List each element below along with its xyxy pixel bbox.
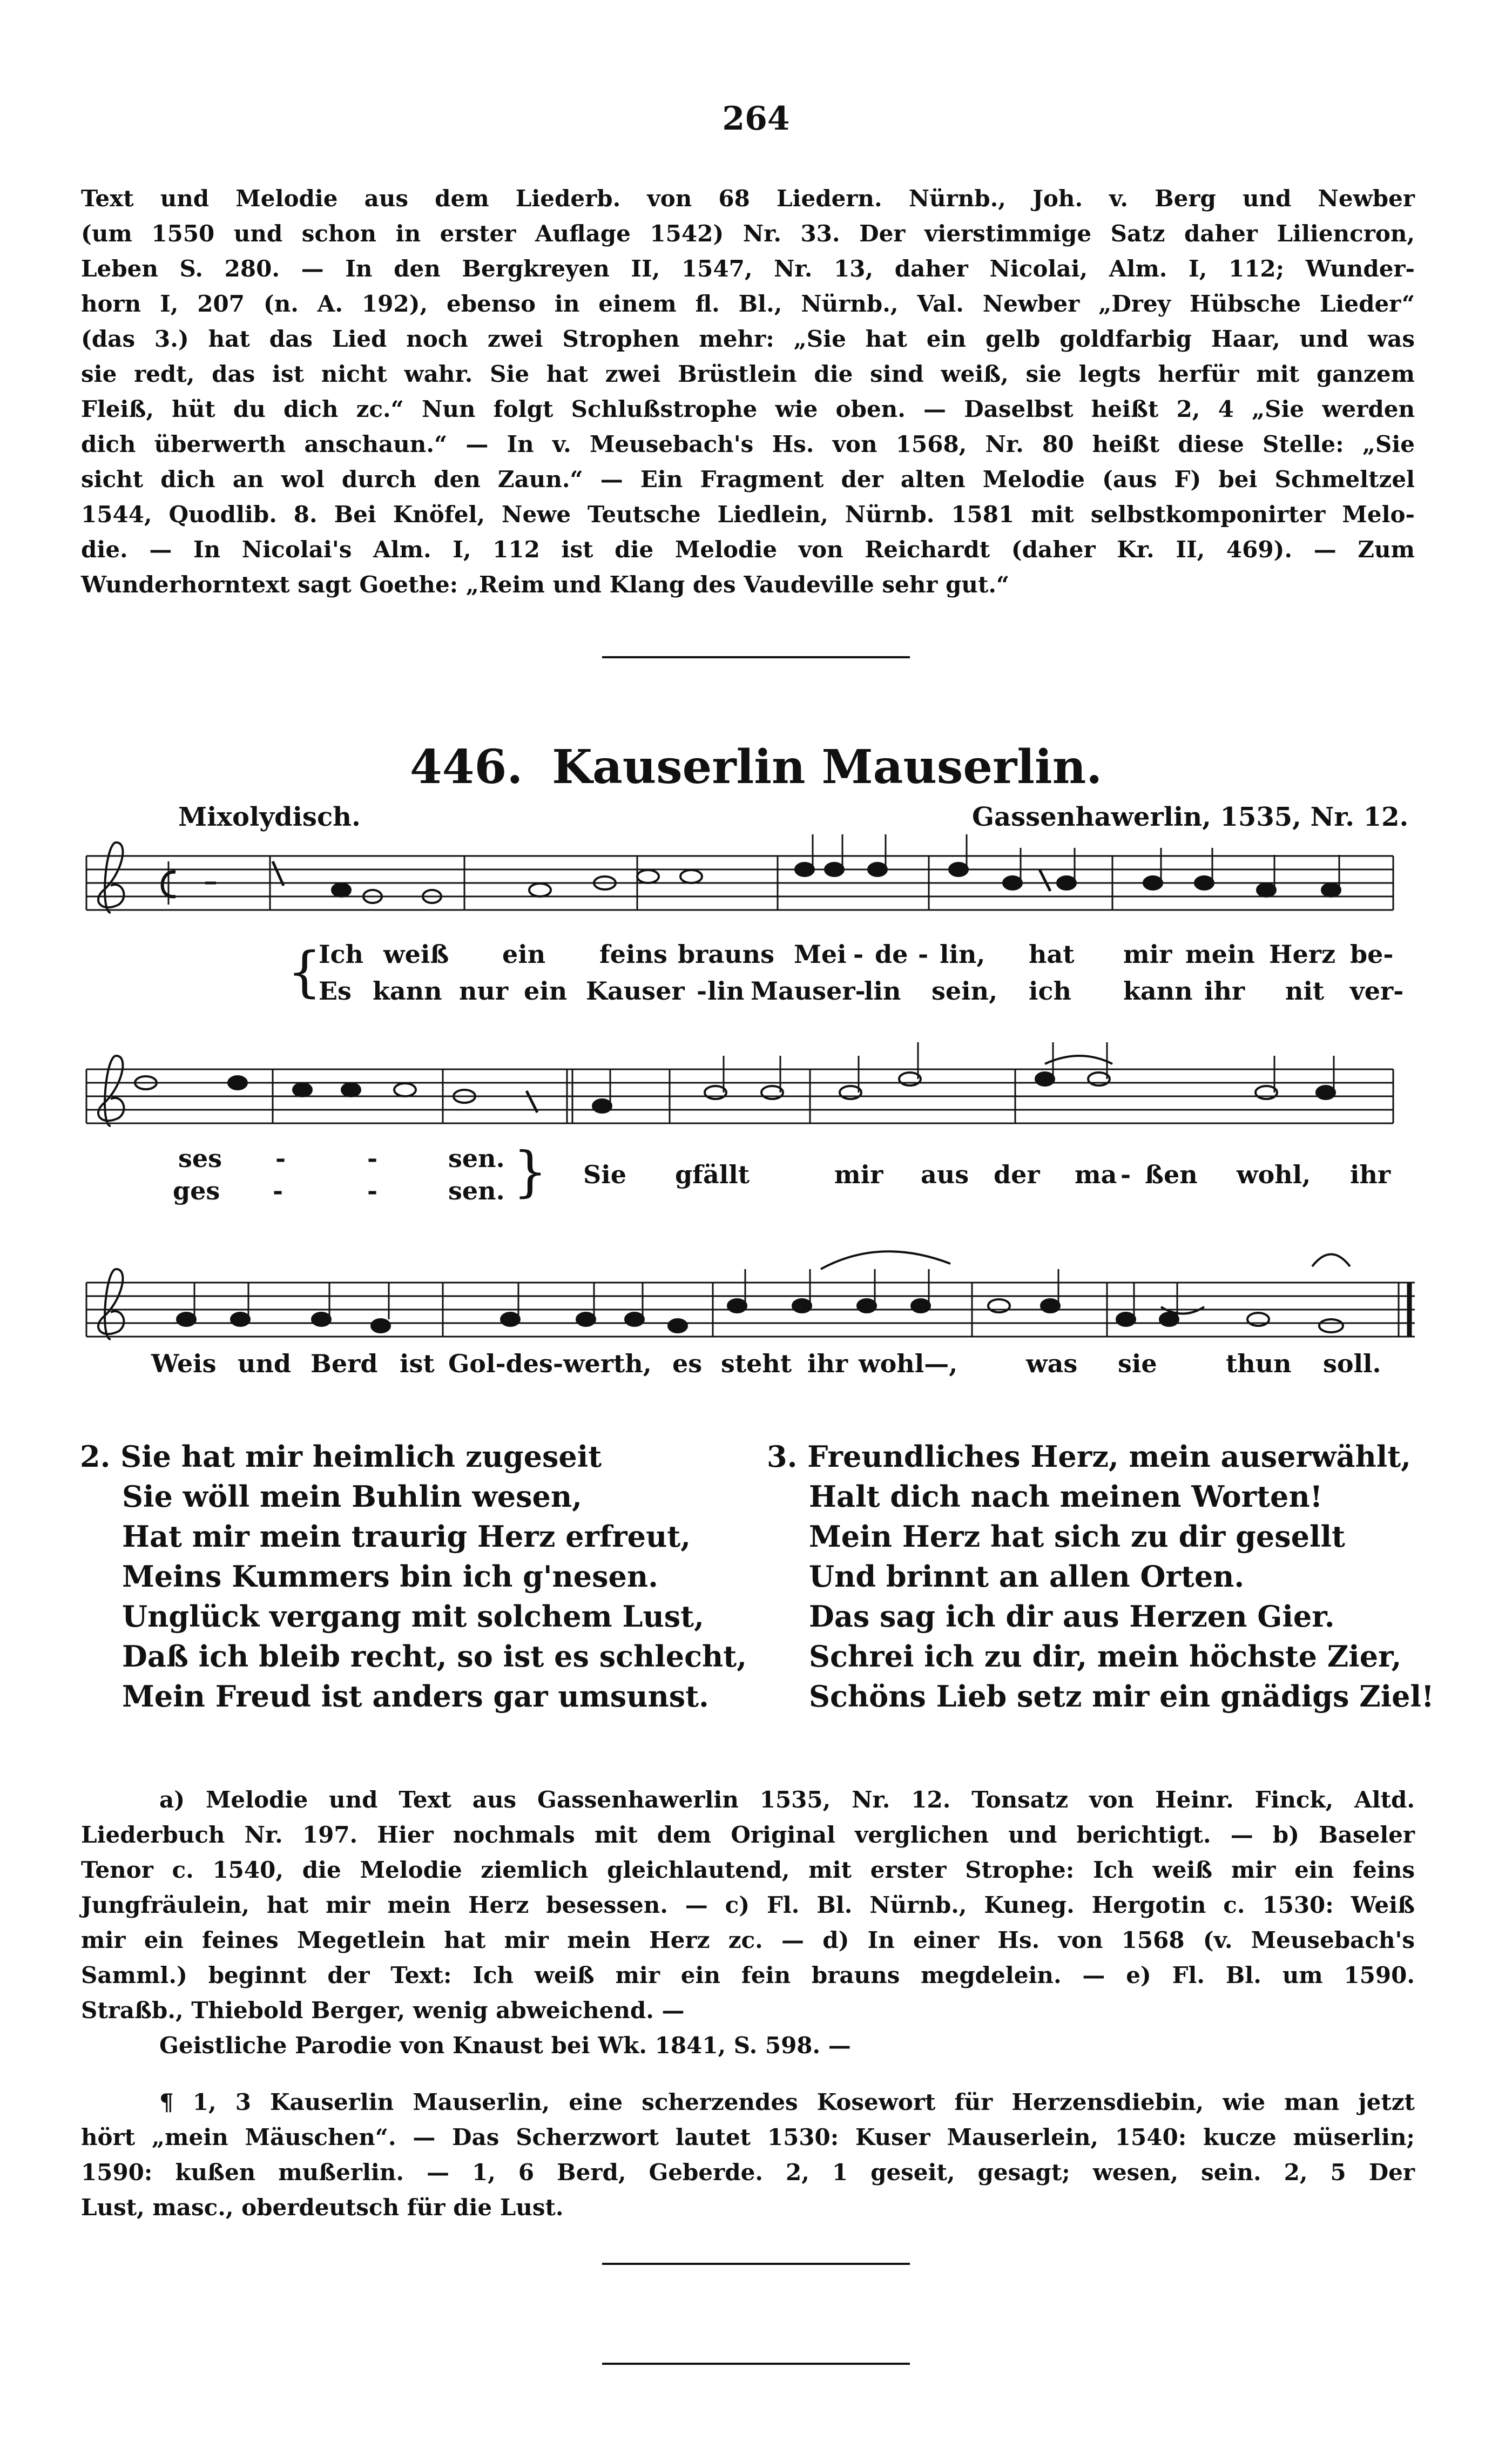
text-line: Liederbuch Nr. 197. Hier nochmals mit dem Original verglichen und berichtigt. — b) Baseler: [81, 1822, 1415, 1848]
text-line: Wunderhorntext sagt Goethe: „Reim und Klang des Vaudeville sehr gut.“: [81, 571, 1010, 598]
lyric-word: und: [238, 1349, 292, 1378]
verse-line: Das sag ich dir aus Herzen Gier.: [809, 1599, 1335, 1634]
lyric-word: sen.: [448, 1144, 505, 1173]
note-stems-system-3: [194, 1269, 1177, 1319]
lyric-word: mir: [1123, 940, 1172, 969]
text-line: horn I, 207 (n. A. 192), ebenso in einem fl. Bl., Nürnb., Val. Newber „Drey Hübsche Lieder“: [81, 291, 1415, 317]
lyric-word: ßen: [1145, 1160, 1198, 1189]
lyric-word: -: [853, 940, 864, 969]
verse-line: Unglück vergang mit solchem Lust,: [122, 1599, 704, 1634]
verse-line: Halt dich nach meinen Worten!: [809, 1479, 1323, 1514]
verse-line: Schrei ich zu dir, mein höchste Zier,: [809, 1639, 1402, 1674]
text-line: dich überwerth anschaun.“ — In v. Meusebach's Hs. von 1568, Nr. 80 heißt diese Stelle: „Sie: [81, 431, 1415, 457]
text-line: Text und Melodie aus dem Liederb. von 68 Liedern. Nürnb., Joh. v. Berg und Newber: [81, 185, 1415, 212]
text-line: Geistliche Parodie von Knaust bei Wk. 1841, S. 598. —: [159, 2032, 851, 2059]
lyric-word: -: [918, 940, 929, 969]
verse-line: Schöns Lieb setz mir ein gnädigs Ziel!: [809, 1679, 1434, 1714]
text-line: die. — In Nicolai's Alm. I, 112 ist die Melodie von Reichardt (daher Kr. II, 469). — Zum: [81, 536, 1415, 563]
lyric-word: sein,: [932, 976, 998, 1006]
lyric-word: Sie: [583, 1160, 626, 1189]
verse-line: 3. Freundliches Herz, mein auserwählt,: [767, 1439, 1411, 1474]
brace-system-1: {: [287, 940, 322, 1003]
lyric-word: Kauser: [586, 976, 685, 1006]
bottom-divider: [602, 2263, 910, 2265]
lyric-word: Weis: [151, 1349, 217, 1378]
verse-line: 2. Sie hat mir heimlich zugeseit: [80, 1439, 602, 1474]
lyric-word: der: [994, 1160, 1040, 1189]
lyric-word: kann: [1123, 976, 1193, 1006]
lyric-word: hat: [1029, 940, 1075, 969]
verse-line: Sie wöll mein Buhlin wesen,: [122, 1479, 582, 1514]
lyric-word: -: [697, 976, 707, 1006]
treble-clef-icon: [98, 842, 124, 1339]
lyric-word: ein: [524, 976, 568, 1006]
lyric-word: -: [367, 1144, 378, 1173]
lyric-word: weiß: [383, 940, 449, 969]
lyric-word: brauns: [678, 940, 774, 969]
stanza-3: [767, 1437, 1434, 1716]
song-name: Kauserlin Mauserlin.: [552, 740, 1103, 794]
lyric-word: sen.: [448, 1176, 505, 1205]
lyric-word: aus: [921, 1160, 969, 1189]
footer-divider: [602, 2363, 910, 2365]
text-line: hört „mein Mäuschen“. — Das Scherzwort lautet 1530: Kuser Mauserlein, 1540: kucze müserlin;: [81, 2124, 1415, 2150]
lyric-word: sie: [1118, 1349, 1157, 1378]
staff-system-2: [86, 1069, 1393, 1123]
text-line: (um 1550 und schon in erster Auflage 1542) Nr. 33. Der vierstimmige Satz daher Liliencron,: [81, 220, 1415, 247]
verse-line: Meins Kummers bin ich g'nesen.: [122, 1559, 658, 1594]
lyric-word: gfällt: [675, 1160, 750, 1189]
text-line: Samml.) beginnt der Text: Ich weiß mir ein fein brauns megdelein. — e) Fl. Bl. um 1590.: [81, 1962, 1415, 1988]
text-line: Lust, masc., oberdeutsch für die Lust.: [81, 2194, 564, 2221]
text-line: Tenor c. 1540, die Melodie ziemlich gleichlautend, mit erster Strophe: Ich weiß mir ein feins: [81, 1857, 1415, 1883]
lyric-word: nit: [1285, 976, 1325, 1006]
text-line: 1544, Quodlib. 8. Bei Knöfel, Newe Teutsche Liedlein, Nürnb. 1581 mit selbstkomponirter Melo-: [81, 501, 1415, 528]
lyric-word: -: [367, 1176, 378, 1205]
verse-line: Daß ich bleib recht, so ist es schlecht,: [122, 1639, 747, 1674]
lyric-word: Gol-des-werth,: [448, 1349, 652, 1378]
text-line: sicht dich an wol durch den Zaun.“ — Ein Fragment der alten Melodie (aus F) bei Schmeltzel: [81, 466, 1415, 493]
song-number: 446.: [409, 740, 523, 794]
mode-label: Mixolydisch.: [178, 802, 361, 832]
verse-line: Und brinnt an allen Orten.: [809, 1559, 1245, 1594]
lyric-word: ihr: [807, 1349, 848, 1378]
lyric-word: soll.: [1323, 1349, 1381, 1378]
lyric-word: lin,: [940, 940, 986, 969]
lyric-word: -: [1120, 1160, 1131, 1189]
text-line: a) Melodie und Text aus Gassenhawerlin 1535, Nr. 12. Tonsatz von Heinr. Finck, Altd.: [159, 1786, 1415, 1813]
lyric-word: ist: [400, 1349, 435, 1378]
lyric-word: Berd: [310, 1349, 378, 1378]
lyric-word: Ich: [319, 940, 363, 969]
lyric-word: -: [273, 1176, 284, 1205]
lyric-word: wohl,: [1237, 1160, 1311, 1189]
brace-system-2: {: [513, 1140, 548, 1203]
lyric-word: Herz: [1269, 940, 1336, 969]
text-line: Straßb., Thiebold Berger, wenig abweichend. —: [81, 1997, 685, 2024]
lyric-word: ver-: [1350, 976, 1404, 1006]
lyric-word: nur: [459, 976, 509, 1006]
text-line: sie redt, das ist nicht wahr. Sie hat zwei Brüstlein die sind weiß, sie legts herfür mit ganzem: [81, 361, 1415, 387]
lyric-word: -: [275, 1144, 286, 1173]
lyric-word: ein: [502, 940, 546, 969]
verse-line: Mein Freud ist anders gar umsunst.: [122, 1679, 709, 1714]
lyric-word: Mei: [794, 940, 847, 969]
source-label: Gassenhawerlin, 1535, Nr. 12.: [972, 802, 1409, 832]
lyric-word: wohl—,: [859, 1349, 958, 1378]
text-line: Leben S. 280. — In den Bergkreyen II, 1547, Nr. 13, daher Nicolai, Alm. I, 112; Wunder-: [81, 255, 1415, 282]
fermata-icon: [1312, 1255, 1350, 1267]
verse-line: Mein Herz hat sich zu dir gesellt: [809, 1519, 1345, 1554]
lyric-word: be-: [1350, 940, 1394, 969]
verse-line: Hat mir mein traurig Herz erfreut,: [122, 1519, 691, 1554]
text-line: mir ein feines Megetlein hat mir mein Herz zc. — d) In einer Hs. von 1568 (v. Meusebach's: [81, 1927, 1415, 1953]
lyric-word: steht: [721, 1349, 792, 1378]
staff-system-3: [86, 1283, 1415, 1337]
text-line: (das 3.) hat das Lied noch zwei Strophen mehr: „Sie hat ein gelb goldfarbig Haar, und was: [81, 326, 1415, 352]
footnote-paragraph: [81, 2085, 1415, 2225]
lyric-word: kann: [373, 976, 442, 1006]
lyric-word: was: [1026, 1349, 1078, 1378]
lyric-word: feins: [599, 940, 667, 969]
noteheads: [135, 863, 1343, 1332]
text-line: ¶ 1, 3 Kauserlin Mauserlin, eine scherzendes Kosewort für Herzensdiebin, wie man jetzt: [159, 2089, 1415, 2115]
stanza-2: [80, 1437, 750, 1716]
text-line: Jungfräulein, hat mir mein Herz besessen. — c) Fl. Bl. Nürnb., Kuneg. Hergotin c. 1530: Weiß: [81, 1892, 1415, 1918]
lyric-word: Es: [319, 976, 352, 1006]
lyric-word: Mauser-: [751, 976, 866, 1006]
lyric-word: ihr: [1204, 976, 1245, 1006]
lyric-word: ich: [1029, 976, 1071, 1006]
lyric-word: mein: [1185, 940, 1255, 969]
lyric-word: lin: [864, 976, 901, 1006]
lyric-word: ihr: [1350, 1160, 1391, 1189]
lyric-word: es: [672, 1349, 703, 1378]
lyric-word: thun: [1226, 1349, 1292, 1378]
lyric-word: ma: [1075, 1160, 1117, 1189]
lyric-word: lin: [707, 976, 745, 1006]
text-line: Fleiß, hüt du dich zc.“ Nun folgt Schlußstrophe wie oben. — Daselbst heißt 2, 4 „Sie werden: [81, 396, 1415, 422]
text-line: 1590: kußen mußerlin. — 1, 6 Berd, Geberde. 2, 1 geseit, gesagt; wesen, sein. 2, 5 Der: [81, 2159, 1415, 2186]
lyric-word: ges: [173, 1176, 220, 1205]
notes-paragraph: [81, 1782, 1415, 2063]
lyric-word: mir: [834, 1160, 883, 1189]
page-number: 264: [722, 100, 790, 138]
lyric-word: ses: [178, 1144, 222, 1173]
lyric-word: de: [875, 940, 908, 969]
